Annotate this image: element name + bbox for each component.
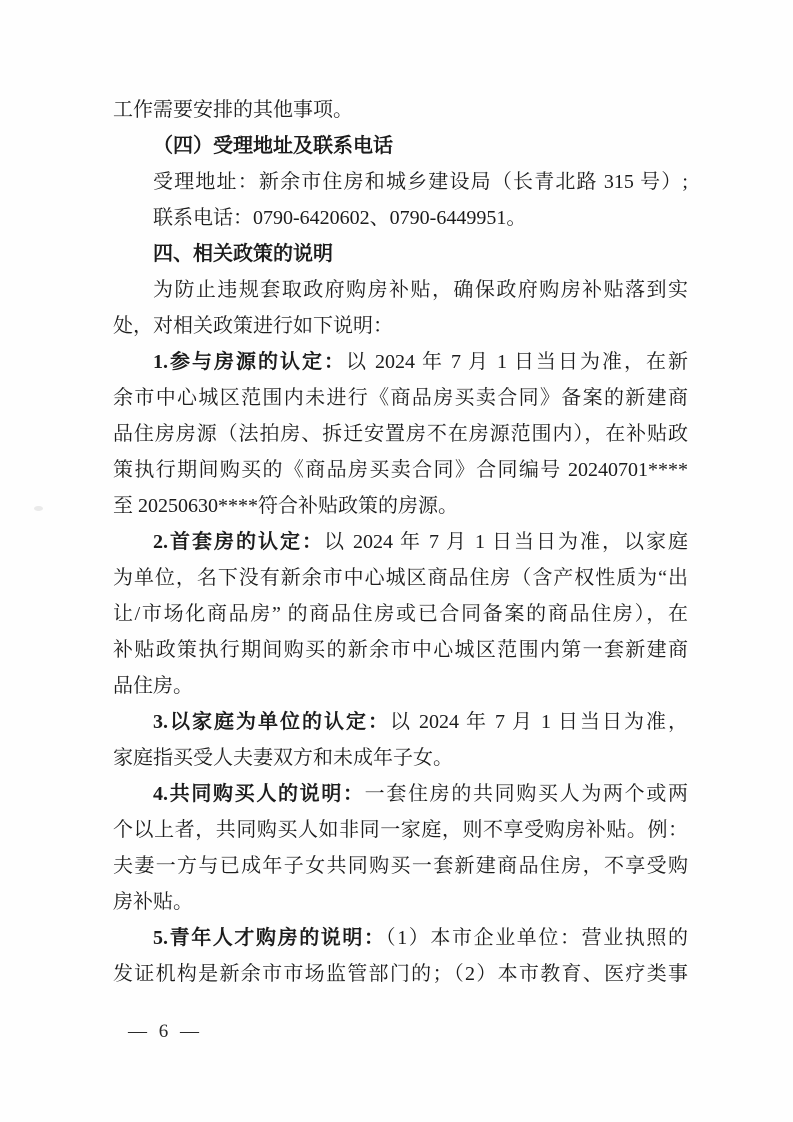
text-line — [113, 848, 688, 884]
line-lead: 4.共同购买人的说明： — [153, 783, 365, 805]
line-text: 以 2024 年 7 月 1 日当日为准，在新 — [346, 351, 688, 373]
line-text: 品住房。 — [113, 675, 193, 697]
line-lead: 3.以家庭为单位的认定： — [153, 711, 390, 733]
text-line — [113, 704, 688, 740]
text-line — [113, 164, 688, 200]
line-text: 为防止违规套取政府购房补贴，确保政府购房补贴落到实 — [153, 279, 688, 301]
line-text: 为单位，名下没有新余市中心城区商品住房（含产权性质为“出 — [113, 567, 688, 589]
text-line — [113, 956, 688, 992]
text-line — [113, 344, 688, 380]
section-heading-line — [113, 236, 688, 272]
page-number: — 6 — — [128, 1021, 199, 1042]
section-heading-text: 四、相关政策的说明 — [153, 243, 333, 265]
text-line — [113, 200, 688, 236]
text-line — [113, 380, 688, 416]
text-line — [113, 308, 688, 344]
line-text: 受理地址：新余市住房和城乡建设局（长青北路 315 号）; — [153, 171, 688, 193]
line-lead: 1.参与房源的认定： — [153, 351, 346, 373]
text-line — [113, 92, 688, 128]
line-text: 个以上者，共同购买人如非同一家庭，则不享受购房补贴。例： — [113, 819, 688, 841]
line-text: 余市中心城区范围内未进行《商品房买卖合同》备案的新建商 — [113, 387, 688, 409]
line-text: 一套住房的共同购买人为两个或两 — [364, 783, 688, 805]
line-text: 工作需要安排的其他事项。 — [113, 99, 353, 121]
line-text: 房补贴。 — [113, 891, 193, 913]
line-text: 夫妻一方与已成年子女共同购买一套新建商品住房，不享受购 — [113, 855, 688, 877]
scan-artifact — [34, 506, 43, 511]
line-text: 让/市场化商品房” 的商品住房或已合同备案的商品住房），在 — [113, 603, 688, 625]
text-line — [113, 596, 688, 632]
text-line — [113, 740, 688, 776]
line-lead: 5.青年人才购房的说明： — [153, 927, 386, 949]
document-body — [113, 92, 688, 992]
text-line — [113, 920, 688, 956]
section-heading-text: （四）受理地址及联系电话 — [153, 135, 393, 157]
text-line — [113, 416, 688, 452]
text-line — [113, 272, 688, 308]
section-heading-line — [113, 128, 688, 164]
text-line — [113, 632, 688, 668]
text-line — [113, 524, 688, 560]
text-line — [113, 884, 688, 920]
line-text: 联系电话：0790-6420602、0790-6449951。 — [153, 207, 527, 229]
line-text: 策执行期间购买的《商品房买卖合同》合同编号 20240701**** — [113, 459, 688, 481]
line-text: 补贴政策执行期间购买的新余市中心城区范围内第一套新建商 — [113, 639, 688, 661]
line-text: 发证机构是新余市市场监管部门的；（2）本市教育、医疗类事 — [113, 963, 688, 985]
line-text: （1）本市企业单位：营业执照的 — [385, 927, 688, 949]
line-text: 品住房房源（法拍房、拆迁安置房不在房源范围内），在补贴政 — [113, 423, 688, 445]
line-text: 家庭指买受人夫妻双方和未成年子女。 — [113, 747, 453, 769]
text-line — [113, 488, 688, 524]
text-line — [113, 668, 688, 704]
text-line — [113, 452, 688, 488]
text-line — [113, 776, 688, 812]
text-line — [113, 812, 688, 848]
text-line — [113, 560, 688, 596]
line-text: 至 20250630****符合补贴政策的房源。 — [113, 495, 458, 517]
line-text: 以 2024 年 7 月 1 日当日为准， — [390, 711, 688, 733]
line-text: 处，对相关政策进行如下说明： — [113, 315, 393, 337]
line-text: 以 2024 年 7 月 1 日当日为准，以家庭 — [324, 531, 688, 553]
line-lead: 2.首套房的认定： — [153, 531, 324, 553]
